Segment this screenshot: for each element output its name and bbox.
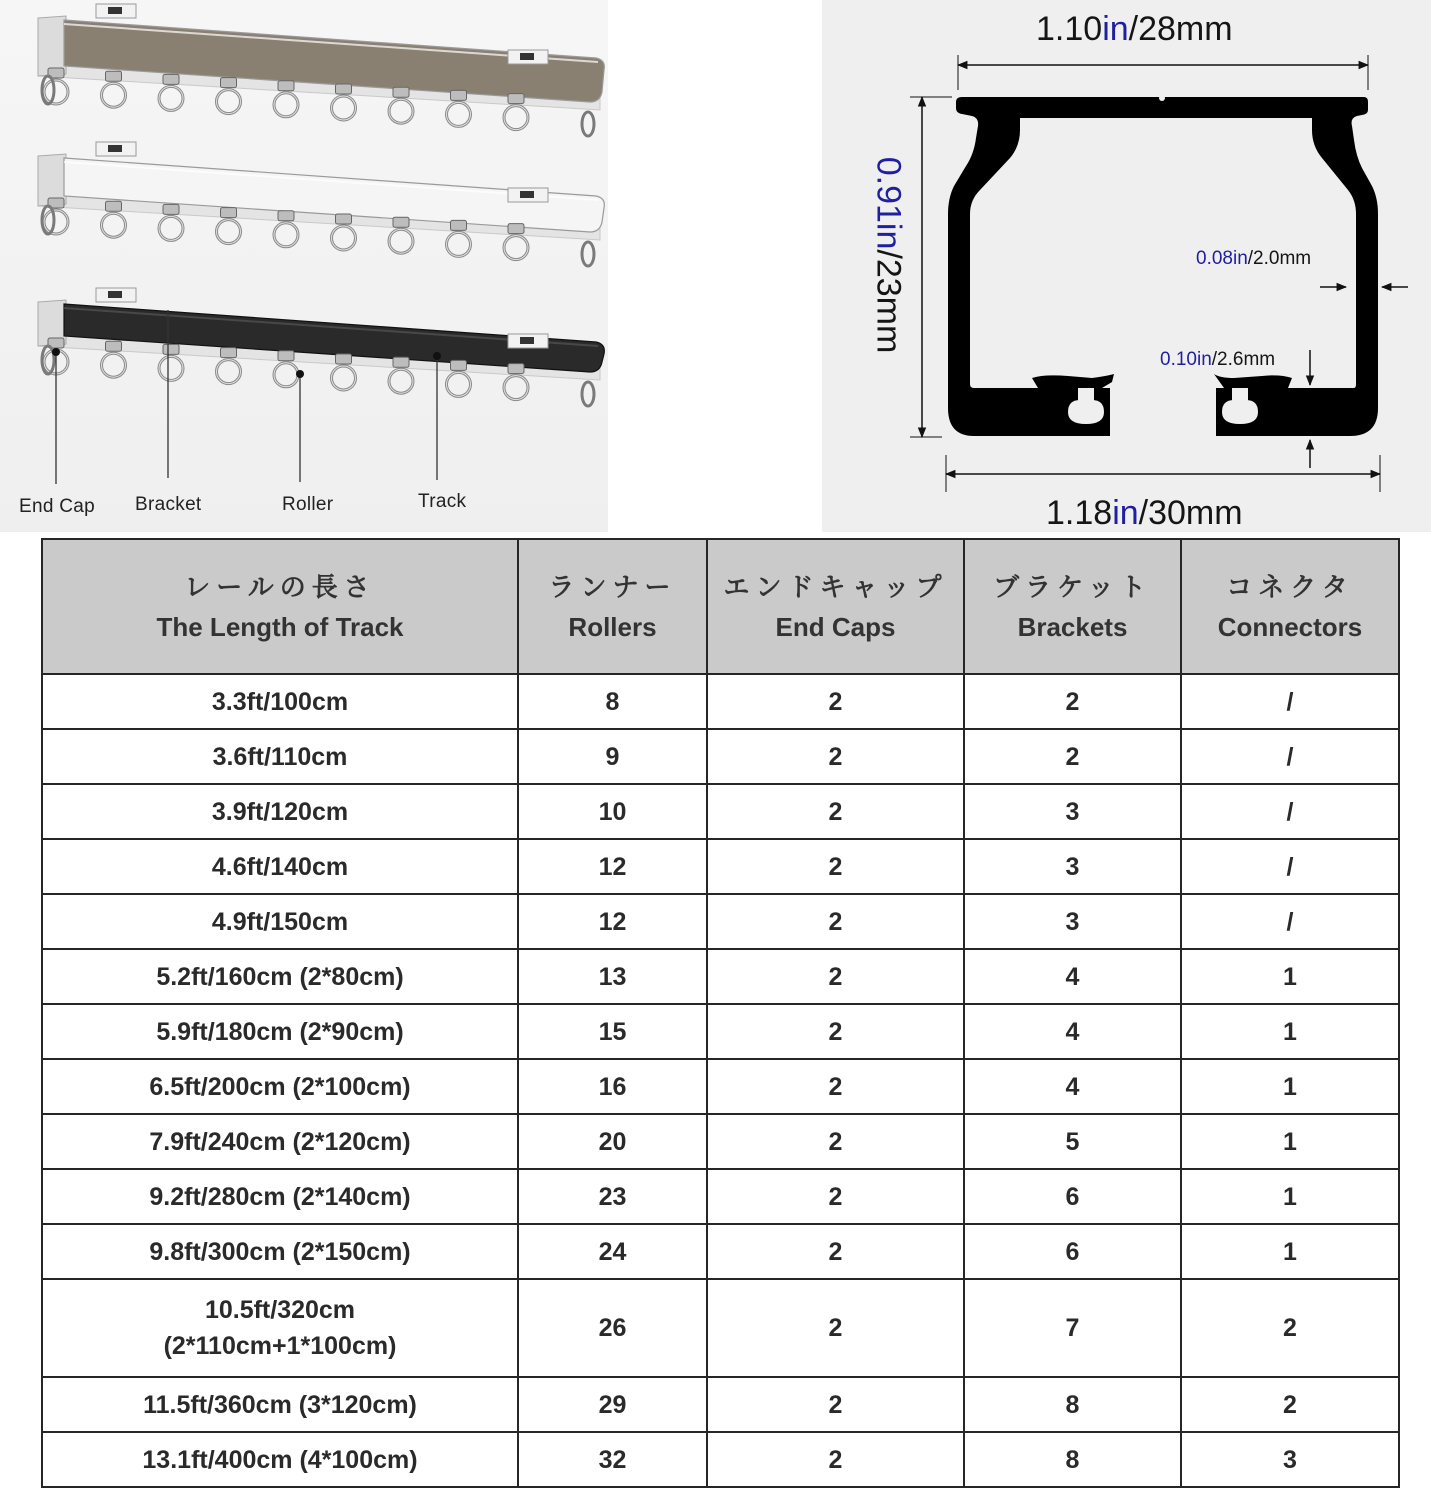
roller xyxy=(163,204,179,214)
cell-brackets: 6 xyxy=(964,1169,1181,1224)
cell-length: 4.9ft/150cm xyxy=(42,894,518,949)
product-photo-panel xyxy=(0,0,608,532)
roller-ring-highlight xyxy=(217,360,241,384)
cell-connectors: / xyxy=(1181,839,1399,894)
roller xyxy=(336,354,352,364)
cell-length: 6.5ft/200cm (2*100cm) xyxy=(42,1059,518,1114)
track-cross-section xyxy=(948,97,1378,436)
cell-length: 3.6ft/110cm xyxy=(42,729,518,784)
cell-brackets: 3 xyxy=(964,839,1181,894)
cell-rollers: 15 xyxy=(518,1004,707,1059)
roller xyxy=(221,78,237,88)
roller-ring-highlight xyxy=(389,99,413,123)
cell-rollers: 26 xyxy=(518,1279,707,1377)
cell-rollers: 16 xyxy=(518,1059,707,1114)
roller xyxy=(508,94,524,104)
label-end-cap: End Cap xyxy=(19,496,96,517)
table-row xyxy=(42,839,1399,894)
roller-ring-highlight xyxy=(389,229,413,253)
profile-drawing xyxy=(822,0,1431,532)
cell-length: 13.1ft/400cm (4*100cm) xyxy=(42,1432,518,1487)
roller xyxy=(393,217,409,227)
cell-rollers: 13 xyxy=(518,949,707,1004)
cell-length xyxy=(42,1279,518,1377)
roller-ring-highlight xyxy=(447,232,471,256)
roller-ring-highlight xyxy=(389,369,413,393)
table-row xyxy=(42,784,1399,839)
wall-thickness-dimension: 0.08in/2.0mm xyxy=(1196,248,1312,269)
roller xyxy=(451,220,467,230)
cell-brackets: 4 xyxy=(964,1004,1181,1059)
cell-length-line2: (2*110cm+1*100cm) xyxy=(163,1332,397,1360)
cell-connectors: 1 xyxy=(1181,1169,1399,1224)
cell-end-caps: 2 xyxy=(707,1059,964,1114)
cell-length: 5.9ft/180cm (2*90cm) xyxy=(42,1004,518,1059)
label-roller: Roller xyxy=(282,494,334,515)
roller-ring-highlight xyxy=(102,213,126,237)
cell-end-caps: 2 xyxy=(707,674,964,729)
cell-end-caps: 2 xyxy=(707,784,964,839)
roller-ring-highlight xyxy=(274,363,298,387)
header-brackets: ブラケット Brackets xyxy=(964,539,1181,674)
cell-rollers: 12 xyxy=(518,894,707,949)
cell-end-caps: 2 xyxy=(707,1224,964,1279)
header-length: レールの長さ The Length of Track xyxy=(42,539,518,674)
table-row xyxy=(42,729,1399,784)
roller-ring-highlight xyxy=(504,106,528,130)
cell-brackets: 3 xyxy=(964,894,1181,949)
cell-brackets: 2 xyxy=(964,674,1181,729)
cell-brackets: 6 xyxy=(964,1224,1181,1279)
cell-brackets: 8 xyxy=(964,1377,1181,1432)
table-row xyxy=(42,1432,1399,1487)
cell-length: 4.6ft/140cm xyxy=(42,839,518,894)
table-row xyxy=(42,949,1399,1004)
roller xyxy=(508,364,524,374)
roller xyxy=(451,360,467,370)
roller xyxy=(221,208,237,218)
cell-brackets: 3 xyxy=(964,784,1181,839)
cell-connectors: / xyxy=(1181,674,1399,729)
roller-ring-highlight xyxy=(217,220,241,244)
cell-connectors: 1 xyxy=(1181,1114,1399,1169)
roller-ring-highlight xyxy=(447,102,471,126)
cell-rollers: 23 xyxy=(518,1169,707,1224)
cell-end-caps: 2 xyxy=(707,1004,964,1059)
header-end-caps: エンドキャップ End Caps xyxy=(707,539,964,674)
track-profile-diagram xyxy=(822,0,1431,532)
cell-connectors: 1 xyxy=(1181,1224,1399,1279)
roller-ring-highlight xyxy=(274,93,298,117)
roller xyxy=(278,81,294,91)
table-row xyxy=(42,894,1399,949)
roller xyxy=(393,87,409,97)
cell-rollers: 9 xyxy=(518,729,707,784)
cell-end-caps: 2 xyxy=(707,1169,964,1224)
roller-ring-highlight xyxy=(44,210,68,234)
table-row xyxy=(42,1377,1399,1432)
cell-connectors: 2 xyxy=(1181,1377,1399,1432)
bracket-screw xyxy=(108,291,122,298)
label-bracket: Bracket xyxy=(135,494,202,515)
cell-length: 9.8ft/300cm (2*150cm) xyxy=(42,1224,518,1279)
base-thickness-dimension: 0.10in/2.6mm xyxy=(1160,349,1276,370)
cell-connectors: 3 xyxy=(1181,1432,1399,1487)
cell-length: 5.2ft/160cm (2*80cm) xyxy=(42,949,518,1004)
cell-length: 9.2ft/280cm (2*140cm) xyxy=(42,1169,518,1224)
table-row xyxy=(42,1059,1399,1114)
table-header-row xyxy=(42,539,1399,674)
roller-ring-highlight xyxy=(504,236,528,260)
table-row xyxy=(42,1279,1399,1377)
cell-rollers: 12 xyxy=(518,839,707,894)
cell-end-caps: 2 xyxy=(707,729,964,784)
cell-brackets: 2 xyxy=(964,729,1181,784)
roller-ring-highlight xyxy=(332,226,356,250)
roller-ring-highlight xyxy=(44,80,68,104)
roller-ring-highlight xyxy=(504,376,528,400)
end-hook xyxy=(582,242,594,266)
cell-length: 3.9ft/120cm xyxy=(42,784,518,839)
roller xyxy=(106,341,122,351)
bracket-screw xyxy=(108,145,122,152)
bracket-screw xyxy=(520,53,534,60)
end-hook xyxy=(582,112,594,136)
table-row xyxy=(42,1224,1399,1279)
cell-connectors: 2 xyxy=(1181,1279,1399,1377)
end-cap xyxy=(38,16,66,76)
roller xyxy=(451,90,467,100)
label-track: Track xyxy=(418,491,467,512)
roller-ring-highlight xyxy=(159,216,183,240)
cell-brackets: 4 xyxy=(964,949,1181,1004)
roller-ring-highlight xyxy=(102,83,126,107)
cell-rollers: 8 xyxy=(518,674,707,729)
cell-brackets: 8 xyxy=(964,1432,1181,1487)
label-pointer-dot xyxy=(296,370,304,378)
roller xyxy=(106,71,122,81)
cell-end-caps: 2 xyxy=(707,1279,964,1377)
roller-ring-highlight xyxy=(217,90,241,114)
cell-end-caps: 2 xyxy=(707,1377,964,1432)
cell-length-line1: 10.5ft/320cm xyxy=(204,1296,356,1324)
cell-rollers: 20 xyxy=(518,1114,707,1169)
bracket-screw xyxy=(520,191,534,198)
bracket-screw xyxy=(520,337,534,344)
cell-length: 7.9ft/240cm (2*120cm) xyxy=(42,1114,518,1169)
cell-connectors: 1 xyxy=(1181,949,1399,1004)
label-pointer-dot xyxy=(433,352,441,360)
cell-connectors: / xyxy=(1181,729,1399,784)
roller xyxy=(278,211,294,221)
roller-ring-highlight xyxy=(274,223,298,247)
cell-end-caps: 2 xyxy=(707,894,964,949)
height-dimension: 0.91in/23mm xyxy=(869,156,908,354)
cell-brackets: 5 xyxy=(964,1114,1181,1169)
end-hook xyxy=(582,382,594,406)
cell-length: 3.3ft/100cm xyxy=(42,674,518,729)
roller xyxy=(508,224,524,234)
table-row xyxy=(42,1169,1399,1224)
cell-rollers: 24 xyxy=(518,1224,707,1279)
header-rollers: ランナー Rollers xyxy=(518,539,707,674)
label-pointer-dot xyxy=(52,348,60,356)
cell-connectors: / xyxy=(1181,784,1399,839)
roller xyxy=(221,348,237,358)
roller xyxy=(163,74,179,84)
roller-ring-highlight xyxy=(447,372,471,396)
cell-connectors: 1 xyxy=(1181,1004,1399,1059)
specification-table xyxy=(41,538,1400,1488)
cell-rollers: 32 xyxy=(518,1432,707,1487)
roller xyxy=(278,351,294,361)
cell-end-caps: 2 xyxy=(707,1114,964,1169)
cell-connectors: / xyxy=(1181,894,1399,949)
roller-ring-highlight xyxy=(159,86,183,110)
cell-connectors: 1 xyxy=(1181,1059,1399,1114)
roller xyxy=(336,84,352,94)
bracket-screw xyxy=(108,7,122,14)
cell-length: 11.5ft/360cm (3*120cm) xyxy=(42,1377,518,1432)
roller xyxy=(163,344,179,354)
cell-brackets: 7 xyxy=(964,1279,1181,1377)
cell-brackets: 4 xyxy=(964,1059,1181,1114)
table-row xyxy=(42,1004,1399,1059)
roller-ring-highlight xyxy=(102,353,126,377)
roller xyxy=(106,201,122,211)
roller xyxy=(336,214,352,224)
curtain-tracks-illustration xyxy=(0,0,608,532)
header-connectors: コネクタ Connectors xyxy=(1181,539,1399,674)
bottom-width-dimension: 1.18in/30mm xyxy=(1046,494,1243,532)
roller xyxy=(393,357,409,367)
roller-ring-highlight xyxy=(159,356,183,380)
table-row xyxy=(42,1114,1399,1169)
cell-end-caps: 2 xyxy=(707,839,964,894)
roller-ring-highlight xyxy=(332,366,356,390)
roller-ring-highlight xyxy=(332,96,356,120)
cell-end-caps: 2 xyxy=(707,1432,964,1487)
cell-end-caps: 2 xyxy=(707,949,964,1004)
top-width-dimension: 1.10in/28mm xyxy=(1036,10,1233,48)
table-row xyxy=(42,674,1399,729)
cell-rollers: 29 xyxy=(518,1377,707,1432)
cell-rollers: 10 xyxy=(518,784,707,839)
